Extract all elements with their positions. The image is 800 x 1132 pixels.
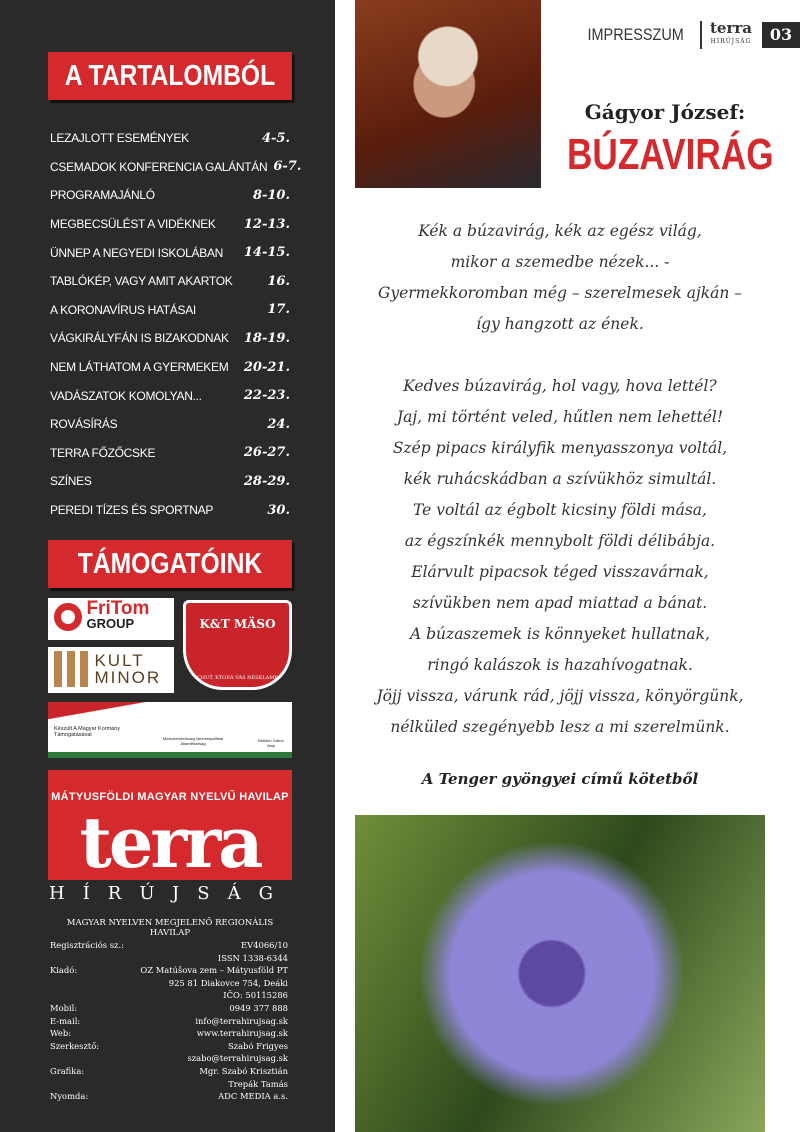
poem-line: mikor a szemedbe nézek... - bbox=[450, 253, 670, 271]
poem-line: kék ruhácskádban a szívükhöz simultál. bbox=[403, 470, 717, 488]
toc-item[interactable] bbox=[50, 296, 290, 325]
toc-item-pages: 8-10. bbox=[252, 187, 290, 203]
impressum-value: EV4066/10 bbox=[241, 940, 288, 950]
impressum-label: Web: bbox=[50, 1028, 72, 1039]
divider bbox=[700, 21, 702, 49]
toc-item-title: LEZAJLOTT ESEMÉNYEK bbox=[50, 131, 189, 146]
impressum-label: Szerkesztő: bbox=[50, 1040, 100, 1051]
toc-item[interactable] bbox=[50, 267, 290, 296]
toc-item[interactable] bbox=[50, 181, 290, 210]
toc-item-pages: 22-23. bbox=[243, 388, 290, 404]
toc-item-title: NEM LÁTHATOM A GYERMEKEM bbox=[50, 360, 229, 375]
toc-item-title: ÜNNEP A NEGYEDI ISKOLÁBAN bbox=[50, 245, 224, 260]
poem-body bbox=[355, 216, 765, 743]
poem-line: az égszínkék mennybolt földi délibábja. bbox=[404, 532, 716, 550]
toc-item-title: ROVÁSÍRÁS bbox=[50, 417, 118, 432]
poem-line: Kedves búzavirág, hol vagy, hova lettél? bbox=[403, 377, 717, 395]
toc-item-title: CSEMADOK KONFERENCIA GALÁNTÁN bbox=[50, 159, 268, 174]
impressum-value: ADC MEDIA a.s. bbox=[218, 1091, 288, 1102]
section-label: IMPRESSZUM bbox=[587, 25, 684, 44]
impressum-value: 0949 377 888 bbox=[229, 1002, 288, 1013]
impressum-label: Grafika: bbox=[50, 1065, 85, 1076]
author-portrait bbox=[355, 0, 541, 188]
impressum-label: Mobil: bbox=[50, 1002, 78, 1013]
toc-item[interactable] bbox=[50, 210, 290, 239]
toc-item[interactable] bbox=[50, 153, 302, 182]
poem-line: ringó kalászok is hazahívogatnak. bbox=[427, 656, 693, 674]
impressum-row bbox=[50, 1041, 288, 1054]
kt-maso-logo: K&T MÄSO CHUŤ, KTORÁ VÁS NESKLAME bbox=[183, 600, 292, 690]
poem-line: Gyermekkoromban még – szerelmesek ajkán – bbox=[377, 284, 743, 302]
impressum-value: info@terrahirujsag.sk bbox=[195, 1015, 288, 1026]
toc-item-pages: 20-21. bbox=[243, 359, 290, 375]
impressum-label: Kiadó: bbox=[50, 965, 78, 976]
toc-item-title: VÁGKIRÁLYFÁN IS BIZAKODNAK bbox=[50, 331, 229, 346]
impressum-value: Trepák Tamás bbox=[228, 1078, 288, 1089]
toc-item[interactable] bbox=[50, 467, 290, 496]
toc-item[interactable] bbox=[50, 439, 290, 468]
toc-item[interactable] bbox=[50, 353, 290, 382]
impressum-row bbox=[50, 1066, 288, 1079]
toc-item[interactable] bbox=[50, 238, 290, 267]
impressum-value: ISSN 1338-6344 bbox=[217, 952, 288, 963]
poem-title: BÚZAVIRÁG bbox=[567, 130, 774, 179]
fritom-logo: FriTom GROUP bbox=[48, 598, 174, 640]
toc-item-pages: 17. bbox=[267, 302, 290, 318]
toc-item-title: TERRA FŐZŐCSKE bbox=[50, 445, 156, 460]
impressum-row bbox=[50, 940, 288, 953]
toc-item-pages: 28-29. bbox=[243, 473, 290, 489]
impressum-row bbox=[50, 1003, 288, 1016]
impressum-value: OZ Matúšova zem – Mátyusföld PT bbox=[140, 965, 288, 976]
impressum-row bbox=[50, 1016, 288, 1029]
impressum-label: E-mail: bbox=[50, 1015, 81, 1026]
kult-minor-logo: KULT MINOR bbox=[48, 647, 174, 693]
impressum-value: Mgr. Szabó Krisztián bbox=[199, 1065, 288, 1076]
impressum-row bbox=[50, 1091, 288, 1104]
toc-item-title: SZÍNES bbox=[50, 474, 92, 489]
toc-item-pages: 12-13. bbox=[243, 216, 290, 232]
terra-small-logo: terra HÍRÚJSÁG bbox=[710, 19, 752, 45]
table-of-contents bbox=[50, 124, 302, 524]
toc-item[interactable] bbox=[50, 496, 290, 525]
impressum-row bbox=[50, 965, 288, 978]
toc-item-pages: 26-27. bbox=[243, 445, 290, 461]
terra-masthead-logo: MÁTYUSFÖLDI MAGYAR NYELVŰ HAVILAP terra bbox=[48, 770, 292, 880]
toc-item-title: PROGRAMAJÁNLÓ bbox=[50, 188, 155, 203]
toc-item-title: VADÁSZATOK KOMOLYAN... bbox=[50, 388, 202, 403]
impressum bbox=[50, 940, 288, 1104]
poem-line: így hangzott az ének. bbox=[476, 315, 644, 333]
toc-item-pages: 16. bbox=[267, 273, 290, 289]
poem-line: Elárvult pipacsok téged visszavárnak, bbox=[411, 563, 709, 581]
sponsors-heading: TÁMOGATÓINK bbox=[48, 540, 292, 588]
toc-item[interactable] bbox=[50, 324, 290, 353]
masthead-tagline: MAGYAR NYELVEN MEGJELENŐ REGIONÁLIS HAVILAP bbox=[66, 918, 274, 938]
poem-line: nélküled szegényebb lesz a mi szerelmünk. bbox=[390, 718, 730, 736]
impressum-row bbox=[50, 978, 288, 991]
toc-item-pages: 4-5. bbox=[261, 130, 290, 146]
toc-item[interactable] bbox=[50, 381, 290, 410]
page-header bbox=[579, 20, 800, 50]
poem-source: A Tenger gyöngyei című kötetből bbox=[421, 770, 699, 788]
hirujsag-label: HÍRÚJSÁG bbox=[49, 883, 291, 904]
poem-line: A búzaszemek is könnyeket hullatnak, bbox=[410, 625, 710, 643]
toc-item-pages: 14-15. bbox=[243, 245, 290, 261]
cornflower-photo bbox=[355, 815, 765, 1132]
impressum-row bbox=[50, 1079, 288, 1092]
impressum-row bbox=[50, 1053, 288, 1066]
impressum-row bbox=[50, 990, 288, 1003]
toc-item-title: A KORONAVÍRUS HATÁSAI bbox=[50, 302, 196, 317]
toc-item[interactable] bbox=[50, 410, 290, 439]
impressum-value: www.terrahirujsag.sk bbox=[196, 1028, 288, 1039]
impressum-value: szabo@terrahirujsag.sk bbox=[187, 1053, 288, 1064]
poem-line: Jöjj vissza, várunk rád, jöjj vissza, könyörgünk, bbox=[376, 687, 744, 705]
poem-line: szívükben nem apad miattad a bánat. bbox=[412, 594, 708, 612]
impressum-value: Szabó Frigyes bbox=[227, 1040, 288, 1051]
toc-item-title: MEGBECSÜLÉST A VIDÉKNEK bbox=[50, 217, 216, 232]
impressum-value: 925 81 Diakovce 754, Deáki bbox=[168, 977, 288, 988]
impressum-value: IČO: 50115286 bbox=[223, 990, 288, 1001]
poem-line: Jaj, mi történt veled, hűtlen nem lehettél! bbox=[396, 408, 724, 426]
toc-item-pages: 6-7. bbox=[273, 159, 302, 175]
toc-item-title: TABLÓKÉP, VAGY AMIT AKARTOK bbox=[50, 274, 233, 289]
page-number: 03 bbox=[762, 22, 800, 48]
impressum-label: Regisztrációs sz.: bbox=[50, 940, 124, 950]
toc-item-pages: 24. bbox=[267, 416, 290, 432]
author-name: Gágyor József: bbox=[584, 100, 746, 124]
poem-line: Szép pipacs királyfik menyasszonya voltál, bbox=[392, 439, 728, 457]
stanza-break bbox=[355, 340, 765, 371]
toc-item-pages: 18-19. bbox=[243, 330, 290, 346]
toc-item-pages: 30. bbox=[267, 502, 290, 518]
impressum-row bbox=[50, 953, 288, 966]
toc-heading: A TARTALOMBÓL bbox=[48, 52, 292, 100]
toc-item[interactable] bbox=[50, 124, 290, 153]
government-support-banner: Készült A Magyar Kormány Támogatásával Miniszterelnökség Nemzetpolitikai Államtitkárság Bethlen Gábor Alap bbox=[48, 702, 292, 758]
impressum-label: Nyomda: bbox=[50, 1091, 89, 1102]
impressum-row bbox=[50, 1028, 288, 1041]
toc-item-title: PEREDI TÍZES ÉS SPORTNAP bbox=[50, 503, 214, 518]
poem-line: Kék a búzavirág, kék az egész világ, bbox=[418, 222, 702, 240]
sidebar bbox=[0, 0, 335, 1132]
poem-line: Te voltál az égbolt kicsiny földi mása, bbox=[413, 501, 707, 519]
